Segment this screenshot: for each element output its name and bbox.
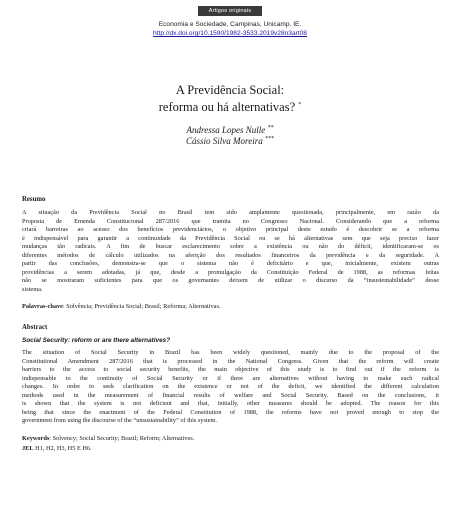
abstract-line: being that since the enactment of the Federal Constitution of 1988, the reforms have not proved enough to stop the [22, 408, 439, 416]
resumo-line: não se mostraram suficientes para que os governantes deixem de utilizar o discurso da “insustentabilidade” desse [22, 277, 439, 285]
abstract-line: The situation of Social Security in Brazil has been widely questioned, mainly due to the proposal of the [22, 349, 439, 356]
author-name: Andressa Lopes Nulle [186, 125, 266, 135]
abstract-line: changes. In order to seek clarification on the existence or not of the deficit, we identified the different calculation [22, 383, 439, 391]
jel-list: H1, H2, H3, H5 E H6. [33, 445, 92, 452]
resumo-keywords [22, 303, 439, 312]
resumo-line: mudanças tão radicais. A fim de buscar esclarecimento sobre a existência ou não do déficit, identificaram-se os [22, 243, 439, 251]
keywords-list: : Solvência; Previdência Social; Brasil; Reforma; Alternativas. [62, 303, 221, 310]
author-footnote-mark[interactable]: *** [264, 136, 274, 142]
abstract-keywords [22, 435, 439, 444]
abstract-line: barriers to the access to social security benefits, the main objective of this study is to find out if the reform is [22, 366, 439, 374]
keywords-list: : Solvency; Social Security; Brazil; Reform; Alternatives. [49, 435, 195, 442]
section-badge: Artigos originais [198, 6, 262, 16]
article-title-line-1: A Previdência Social: [175, 83, 285, 97]
author-2 [0, 134, 460, 147]
abstract-line: Constitutional Amendment 287/2016 that is processed in the National Congress. Given that the reform will create [22, 357, 439, 365]
abstract-line: methods used in the measurement of financial results of welfare and Social Security. Based on the conclusions, it [22, 391, 439, 399]
article-title-text: reforma ou há alternativas? [158, 100, 296, 115]
abstract-subtitle: Social Security: reform or are there alternatives? [22, 337, 171, 344]
article-title-line-2 [0, 98, 460, 114]
resumo-line: A situação da Previdência Social no Brasil tem sido amplamente questionada, principalmente, em razão da [22, 209, 439, 216]
keywords-label: Keywords [22, 435, 50, 442]
author-footnote-mark[interactable]: ** [267, 125, 274, 131]
keywords-label: Palavras-chave [22, 303, 63, 310]
journal-citation: Economia e Sociedade, Campinas, Unicamp. IE. [158, 21, 302, 28]
resumo-line: criará barreiras ao acesso dos benefícios previdenciários, o objetivo principal deste estudo é descobrir se a reforma [22, 226, 439, 234]
abstract-line: government from using the discourse of the “unsustainability” of this system. [22, 417, 217, 425]
resumo-paragraph [22, 209, 439, 294]
resumo-line: sistema. [22, 285, 43, 293]
resumo-line: partir das conclusões, demonstra-se que o sistema não é deficitário e que, inicialmente, existem outras [22, 260, 439, 268]
jel-label: JEL [22, 445, 34, 452]
resumo-line: Proposta de Emenda Constitucional 287/2016 que tramita no Congresso Nacional. Considerando que a reforma [22, 217, 439, 225]
resumo-heading: Resumo [22, 196, 46, 203]
abstract-line: indispensable to the continuity of Social Security or if there are alternatives without having to make such radical [22, 374, 439, 382]
doi-link[interactable]: http://dx.doi.org/10.1590/1982-3533.2019v28n3art08 [153, 30, 307, 37]
abstract-line: is shown that the system is not deficient and that, initially, other measures should be adopted. The reason for this [22, 400, 439, 408]
title-footnote-mark[interactable]: * [298, 102, 302, 108]
resumo-line: providências a serem adotadas, já que, desde a promulgação da Constituição Federal de 1988, as reformas feitas [22, 268, 439, 276]
resumo-line: é indispensável para garantir a continuidade da Previdência Social ou se há alternativas sem que seja preciso fazer [22, 234, 439, 242]
abstract-paragraph [22, 349, 439, 426]
jel-codes [22, 445, 439, 454]
author-name: Cássio Silva Moreira [186, 136, 263, 146]
abstract-heading: Abstract [22, 324, 48, 331]
resumo-line: diferentes métodos de cálculo utilizados na aferição dos resultados financeiros da previdência e da seguridade. A [22, 251, 439, 259]
